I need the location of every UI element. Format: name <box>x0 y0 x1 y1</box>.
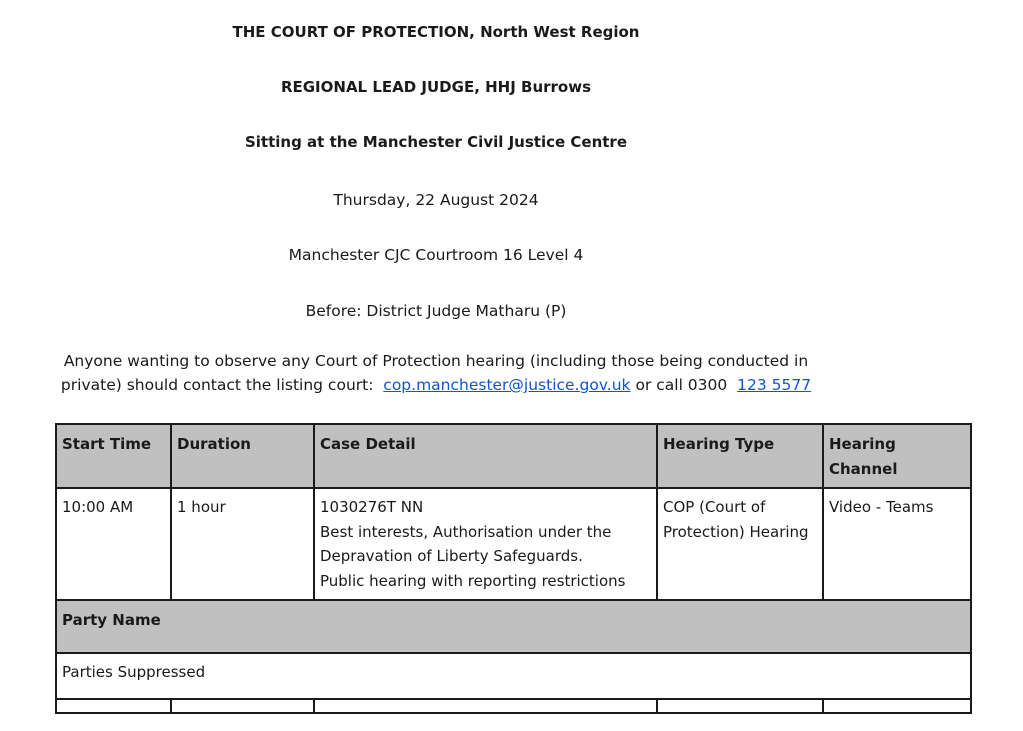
observer-notice <box>0 349 872 397</box>
courtroom: Manchester CJC Courtroom 16 Level 4 <box>288 246 584 264</box>
tail-cell <box>171 699 314 713</box>
tail-cell <box>823 699 971 713</box>
phone-link[interactable]: 123 5577 <box>737 376 812 394</box>
case-detail-line: Best interests, Authorisation under the <box>320 522 612 541</box>
before-judge: Before: District Judge Matharu (P) <box>305 302 567 320</box>
case-detail-line: Public hearing with reporting restrictions <box>320 571 626 590</box>
duration-cell: 1 hour <box>171 488 314 600</box>
table-row <box>56 488 971 600</box>
table-tail-row <box>56 699 971 713</box>
tail-cell <box>56 699 171 713</box>
hearing-channel-cell: Video - Teams <box>823 488 971 600</box>
notice-line-2-prefix: private) should contact the listing court: <box>60 376 374 394</box>
hearing-type-cell <box>657 488 823 600</box>
lead-judge: REGIONAL LEAD JUDGE, HHJ Burrows <box>280 78 592 96</box>
hearing-type-line: Protection) Hearing <box>663 522 809 541</box>
party-row <box>56 653 971 699</box>
court-title: THE COURT OF PROTECTION, North West Region <box>232 23 640 41</box>
header-hearing-channel: Hearing Channel <box>823 424 971 488</box>
party-header-row <box>56 600 971 653</box>
case-detail-line: Depravation of Liberty Safeguards. <box>320 547 583 565</box>
header-hearing-type: Hearing Type <box>657 424 823 488</box>
email-link[interactable]: cop.manchester@justice.gov.uk <box>383 376 631 394</box>
venue: Sitting at the Manchester Civil Justice Centre <box>244 133 627 151</box>
party-name-header: Party Name <box>56 600 971 653</box>
case-detail-cell <box>314 488 657 600</box>
start-time-cell: 10:00 AM <box>56 488 171 600</box>
tail-cell <box>657 699 823 713</box>
hearing-date: Thursday, 22 August 2024 <box>333 191 539 209</box>
header-duration: Duration <box>171 424 314 488</box>
hearing-list-table <box>55 423 972 714</box>
tail-cell <box>314 699 657 713</box>
header-start-time: Start Time <box>56 424 171 488</box>
header-case-detail: Case Detail <box>314 424 657 488</box>
hearing-type-line: COP (Court of <box>663 498 766 516</box>
table-header-row <box>56 424 971 488</box>
case-number: 1030276T NN <box>320 498 424 516</box>
call-prefix: or call 0300 <box>630 376 728 394</box>
notice-line-1: Anyone wanting to observe any Court of Protection hearing (including those being conducted in <box>63 352 809 370</box>
party-value: Parties Suppressed <box>56 653 971 699</box>
